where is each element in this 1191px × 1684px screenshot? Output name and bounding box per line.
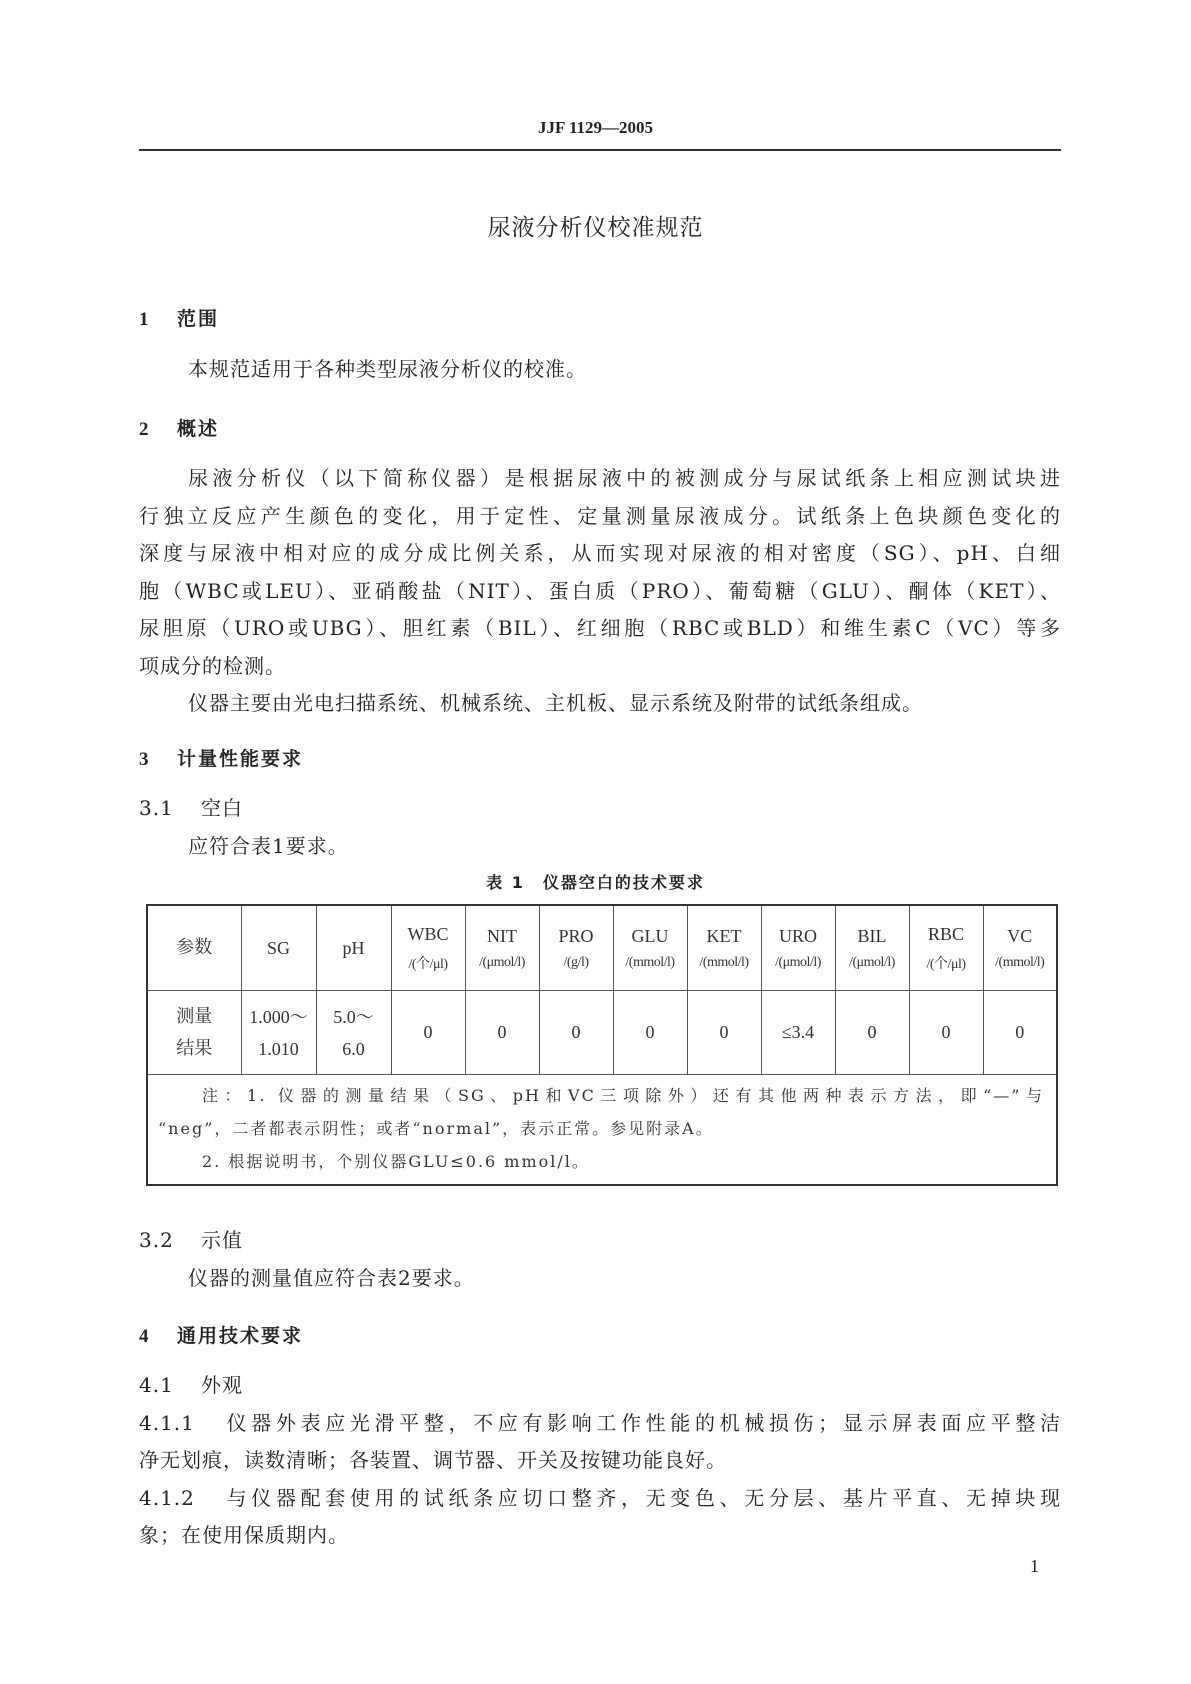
table-row xyxy=(147,991,1057,1075)
col-ket: KET /(mmol/l) xyxy=(687,905,761,991)
cell-bil: 0 xyxy=(835,991,909,1075)
page-number: 1 xyxy=(1030,1556,1039,1576)
section-2-heading: 2 概述 xyxy=(139,418,220,440)
row-label: 测量 结果 xyxy=(147,991,241,1075)
col-pro: PRO /(g/l) xyxy=(539,905,613,991)
col-bil: BIL /(μmol/l) xyxy=(835,905,909,991)
section-4-1: 4.1 外观 4.1.1 仪器外表应光滑平整，不应有影响工作性能的机械损伤；显示屏表面应平整洁 净无划痕，读数清晰；各装置、调节器、开关及按键功能良好。 4.1.2 与仪器配套使用的试纸条应切口整齐，无变色、无分层、基片平直、无掉块现 象；在使用保质期内。 xyxy=(139,1373,1061,1547)
section-2-paragraph: 尿液分析仪（以下简称仪器）是根据尿液中的被测成分与尿试纸条上相应测试块进 行独立反应产生颜色的变化，用于定性、定量测量尿液成分。试纸条上色块颜色变化的 深度与尿液中相对应的成分成比例关系，从而实现对尿液的相对密度（SG）、pH、白细 胞（WBC或LEU）、亚硝酸盐（NIT）、蛋白质（PRO）、葡萄糖（GLU）、酮体（KET）、 尿胆原（URO或UBG）、胆红素（BIL）、红细胞（RBC或BLD）和维生素C（VC）等多 项成分的检测。 仪器主要由光电扫描系统、机械系统、主机板、显示系统及附带的试纸条组成。 xyxy=(139,466,1061,715)
table-1-caption: 表 1 仪器空白的技术要求 xyxy=(486,873,705,892)
section-3-2: 3.2 示值 仪器的测量值应符合表2要求。 xyxy=(139,1228,475,1290)
section-4-heading: 4 通用技术要求 xyxy=(139,1325,304,1347)
col-vc: VC /(mmol/l) xyxy=(983,905,1057,991)
cell-ph: 5.0～ 6.0 xyxy=(316,991,391,1075)
cell-uro: ≤3.4 xyxy=(761,991,835,1075)
section-1-text: 本规范适用于各种类型尿液分析仪的校准。 xyxy=(188,357,587,381)
cell-nit: 0 xyxy=(465,991,539,1075)
cell-glu: 0 xyxy=(613,991,687,1075)
cell-pro: 0 xyxy=(539,991,613,1075)
col-sg: SG xyxy=(241,905,316,991)
section-3-1: 3.1 空白 应符合表1要求。 xyxy=(139,796,349,858)
table-note: 注：1. 仪器的测量结果（SG、pH和VC三项除外）还有其他两种表示方法，即“—”与 “neg”，二者都表示阴性；或者“normal”，表示正常。参见附录A。 2. 根据说明书，个别仪器GLU≤0.6 mmol/l。 xyxy=(147,1075,1057,1186)
document-code-header: JJF 1129—2005 xyxy=(537,118,654,137)
header-rule xyxy=(139,149,1061,151)
cell-vc: 0 xyxy=(983,991,1057,1075)
table-1 xyxy=(146,904,1058,1186)
table-note-row xyxy=(147,1075,1057,1186)
table-header-row xyxy=(147,905,1057,991)
col-rbc: RBC /(个/μl) xyxy=(909,905,983,991)
section-1-heading: 1 范围 xyxy=(139,308,220,330)
document-title: 尿液分析仪校准规范 xyxy=(487,215,704,241)
col-uro: URO /(μmol/l) xyxy=(761,905,835,991)
cell-sg: 1.000～ 1.010 xyxy=(241,991,316,1075)
section-3-heading: 3 计量性能要求 xyxy=(139,748,304,770)
cell-rbc: 0 xyxy=(909,991,983,1075)
cell-ket: 0 xyxy=(687,991,761,1075)
col-nit: NIT /(μmol/l) xyxy=(465,905,539,991)
col-ph: pH xyxy=(316,905,391,991)
col-wbc: WBC /(个/μl) xyxy=(391,905,465,991)
col-glu: GLU /(mmol/l) xyxy=(613,905,687,991)
cell-wbc: 0 xyxy=(391,991,465,1075)
param-header: 参数 xyxy=(147,905,241,991)
